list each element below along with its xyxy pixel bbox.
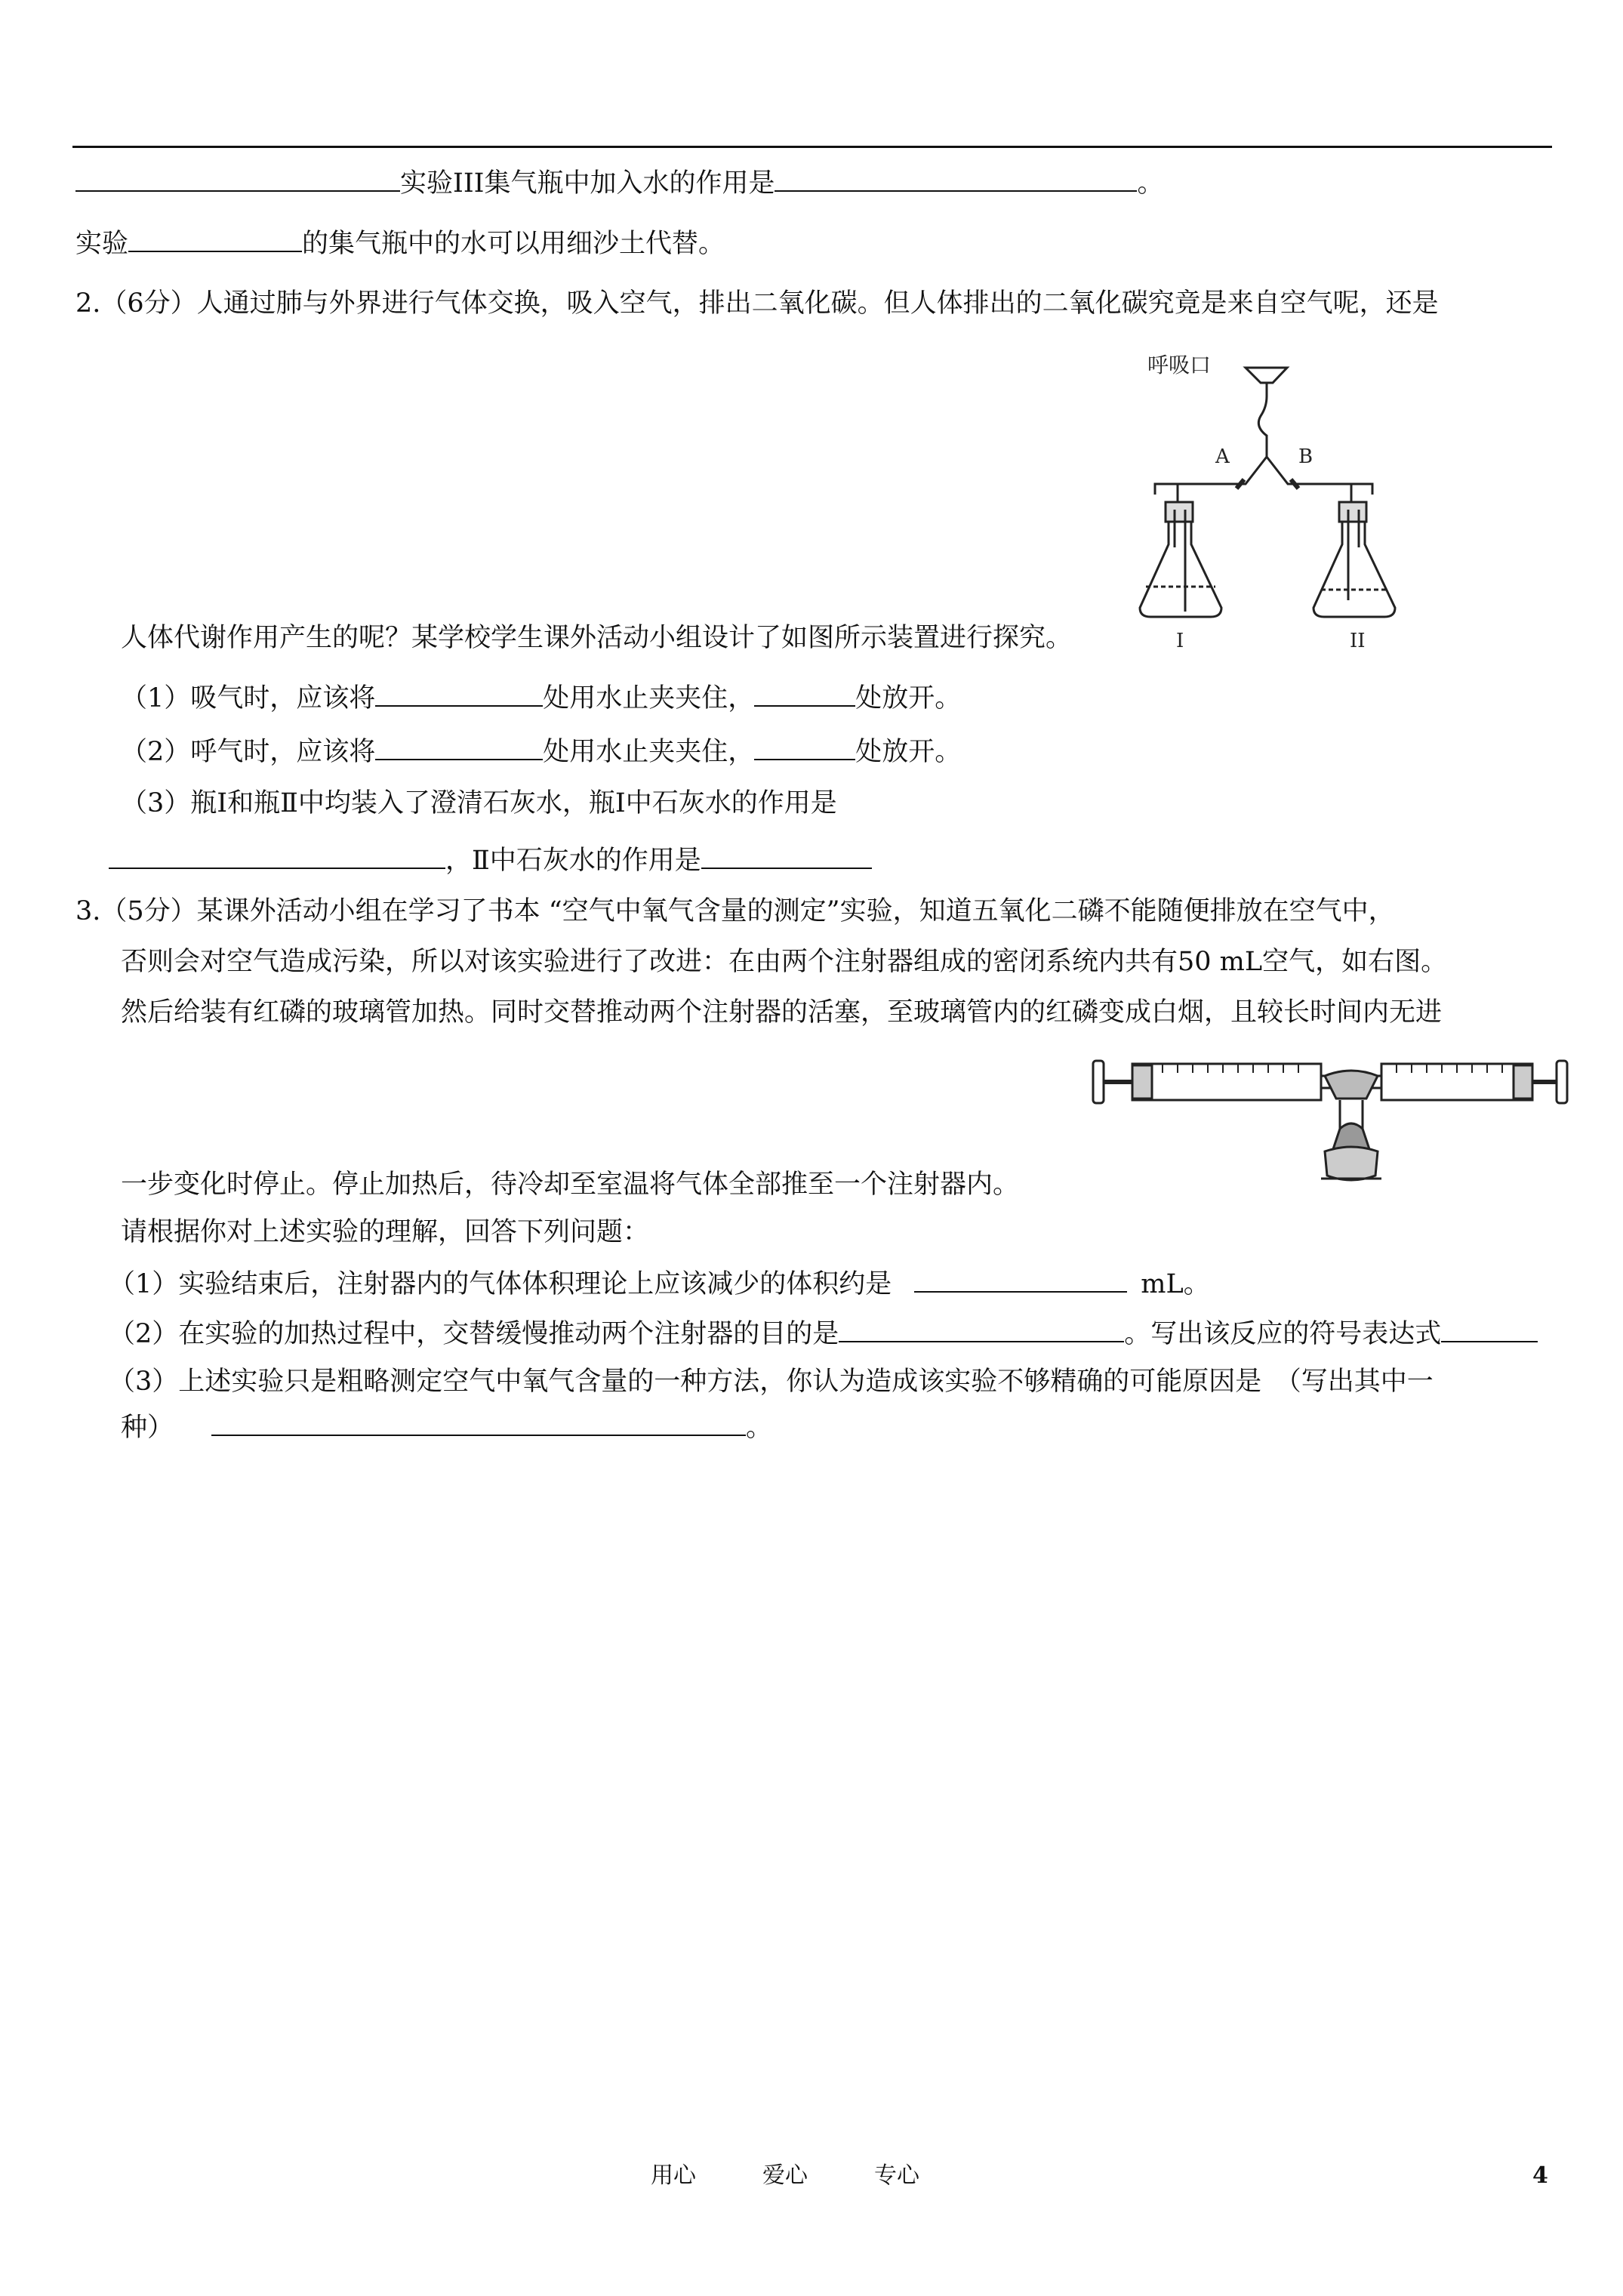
footer-item-1: 用心	[651, 2162, 696, 2189]
q2-part1: （1）吸气时，应该将 处用水止夹夹住， 处放开。	[121, 680, 961, 715]
answer-blank[interactable]	[914, 1265, 1127, 1293]
q2-stem-line1: 2.（6分）人通过肺与外界进行气体交换，吸入空气，排出二氧化碳。但人体排出的二氧化碳究竟是来自空气呢，还是	[75, 288, 1439, 319]
clamp-a-label: A	[1215, 445, 1230, 468]
answer-blank[interactable]	[375, 680, 543, 707]
bottle-1-label: I	[1176, 630, 1184, 652]
syringe-apparatus-figure	[1079, 1046, 1578, 1189]
q3-part2: （2）在实验的加热过程中，交替缓慢推动两个注射器的目的是 。写出该反应的符号表达式	[109, 1315, 1538, 1351]
answer-blank[interactable]	[839, 1315, 1124, 1342]
answer-blank[interactable]	[75, 165, 400, 192]
answer-blank[interactable]	[128, 225, 302, 252]
footer-item-2: 爱心	[762, 2162, 808, 2189]
q3-stem-line4: 一步变化时停止。停止加热后，待冷却至室温将气体全部推至一个注射器内。	[121, 1170, 1020, 1200]
q3-part3-line2: 种） 。	[121, 1409, 772, 1444]
answer-blank[interactable]	[701, 842, 872, 869]
breathing-apparatus-figure	[1132, 344, 1404, 653]
bottle-2-label: II	[1350, 630, 1366, 652]
page-number: 4	[1532, 2162, 1548, 2189]
mouthpiece-label: 呼吸口	[1147, 353, 1212, 378]
answer-blank[interactable]	[1441, 1315, 1538, 1342]
q3-part1: （1）实验结束后，注射器内的气体体积理论上应该减少的体积约是 mL。	[109, 1265, 1210, 1301]
footer-item-3: 专心	[874, 2162, 919, 2189]
answer-blank[interactable]	[109, 842, 445, 869]
q1-line1: 实验III集气瓶中加入水的作用是 。	[75, 165, 1164, 200]
q2-part3-line1: （3）瓶Ⅰ和瓶Ⅱ中均装入了澄清石灰水，瓶Ⅰ中石灰水的作用是	[121, 788, 837, 818]
q3-stem-line3: 然后给装有红磷的玻璃管加热。同时交替推动两个注射器的活塞，至玻璃管内的红磷变成白烟，且较长时间内无进	[121, 997, 1443, 1028]
answer-blank[interactable]	[211, 1409, 746, 1436]
q2-part2: （2）呼气时，应该将 处用水止夹夹住， 处放开。	[121, 733, 961, 769]
answer-blank[interactable]	[754, 680, 855, 707]
answer-blank[interactable]	[754, 733, 855, 760]
header-rule	[72, 146, 1552, 148]
q2-stem-line2: 人体代谢作用产生的呢？某学校学生课外活动小组设计了如图所示装置进行探究。	[121, 623, 1073, 653]
q2-part3-line2: ，Ⅱ中石灰水的作用是	[109, 842, 872, 877]
answer-blank[interactable]	[775, 165, 1137, 192]
q3-part3-line1: （3）上述实验只是粗略测定空气中氧气含量的一种方法，你认为造成该实验不够精确的可能原因是 （写出其中一	[109, 1367, 1434, 1397]
q3-stem-line1: 3.（5分）某课外活动小组在学习了书本 “空气中氧气含量的测定”实验，知道五氧化二磷不能随便排放在空气中，	[75, 896, 1395, 926]
clamp-b-label: B	[1298, 445, 1313, 468]
q1-line2: 实验 的集气瓶中的水可以用细沙土代替。	[75, 225, 725, 260]
answer-blank[interactable]	[375, 733, 543, 760]
q3-stem-line2: 否则会对空气造成污染，所以对该实验进行了改进：在由两个注射器组成的密闭系统内共有50 mL空气，如右图。	[121, 947, 1448, 977]
q3-instruction: 请根据你对上述实验的理解，回答下列问题：	[121, 1217, 650, 1247]
